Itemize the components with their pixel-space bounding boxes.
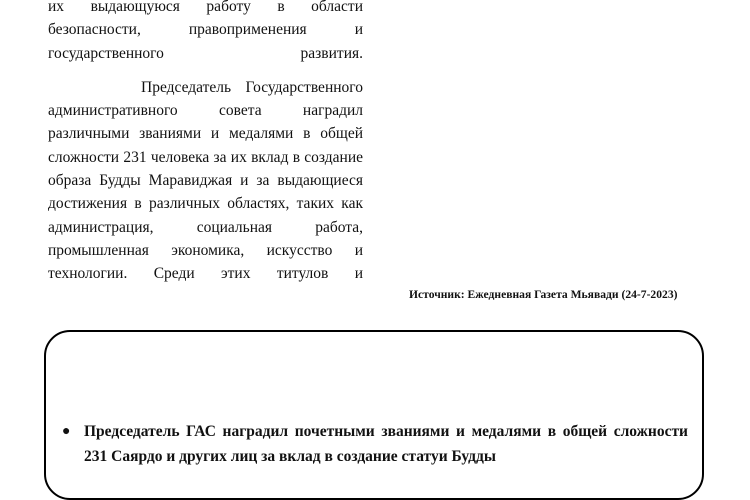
article-column	[48, 0, 363, 286]
summary-bullet-list	[62, 419, 688, 469]
source-citation: Источник: Ежедневная Газета Мьявади (24-7-2023)	[409, 288, 678, 301]
article-paragraph-2: Председатель Государственного административного совета наградил различными званиями и медалями в общей сложности 231 человека за их вклад в создание образа Будды Маравиджая и за выдающиеся достижения в различных областях, таких как администрация, социальная работа, промышленная экономика, искусство и технологии. Среди этих титулов и	[48, 78, 363, 283]
article-paragraph-1: их выдающуюся работу в области безопасности, правоприменения и государственного развития.	[48, 0, 363, 62]
bullet-icon: ●	[62, 424, 71, 439]
summary-bullet-text: Председатель ГАС наградил почетными званиями и медалями в общей сложности 231 Саярдо и других лиц за вклад в создание статуи Будды	[84, 423, 688, 465]
summary-bullet-item	[62, 419, 688, 469]
summary-box	[44, 330, 704, 500]
